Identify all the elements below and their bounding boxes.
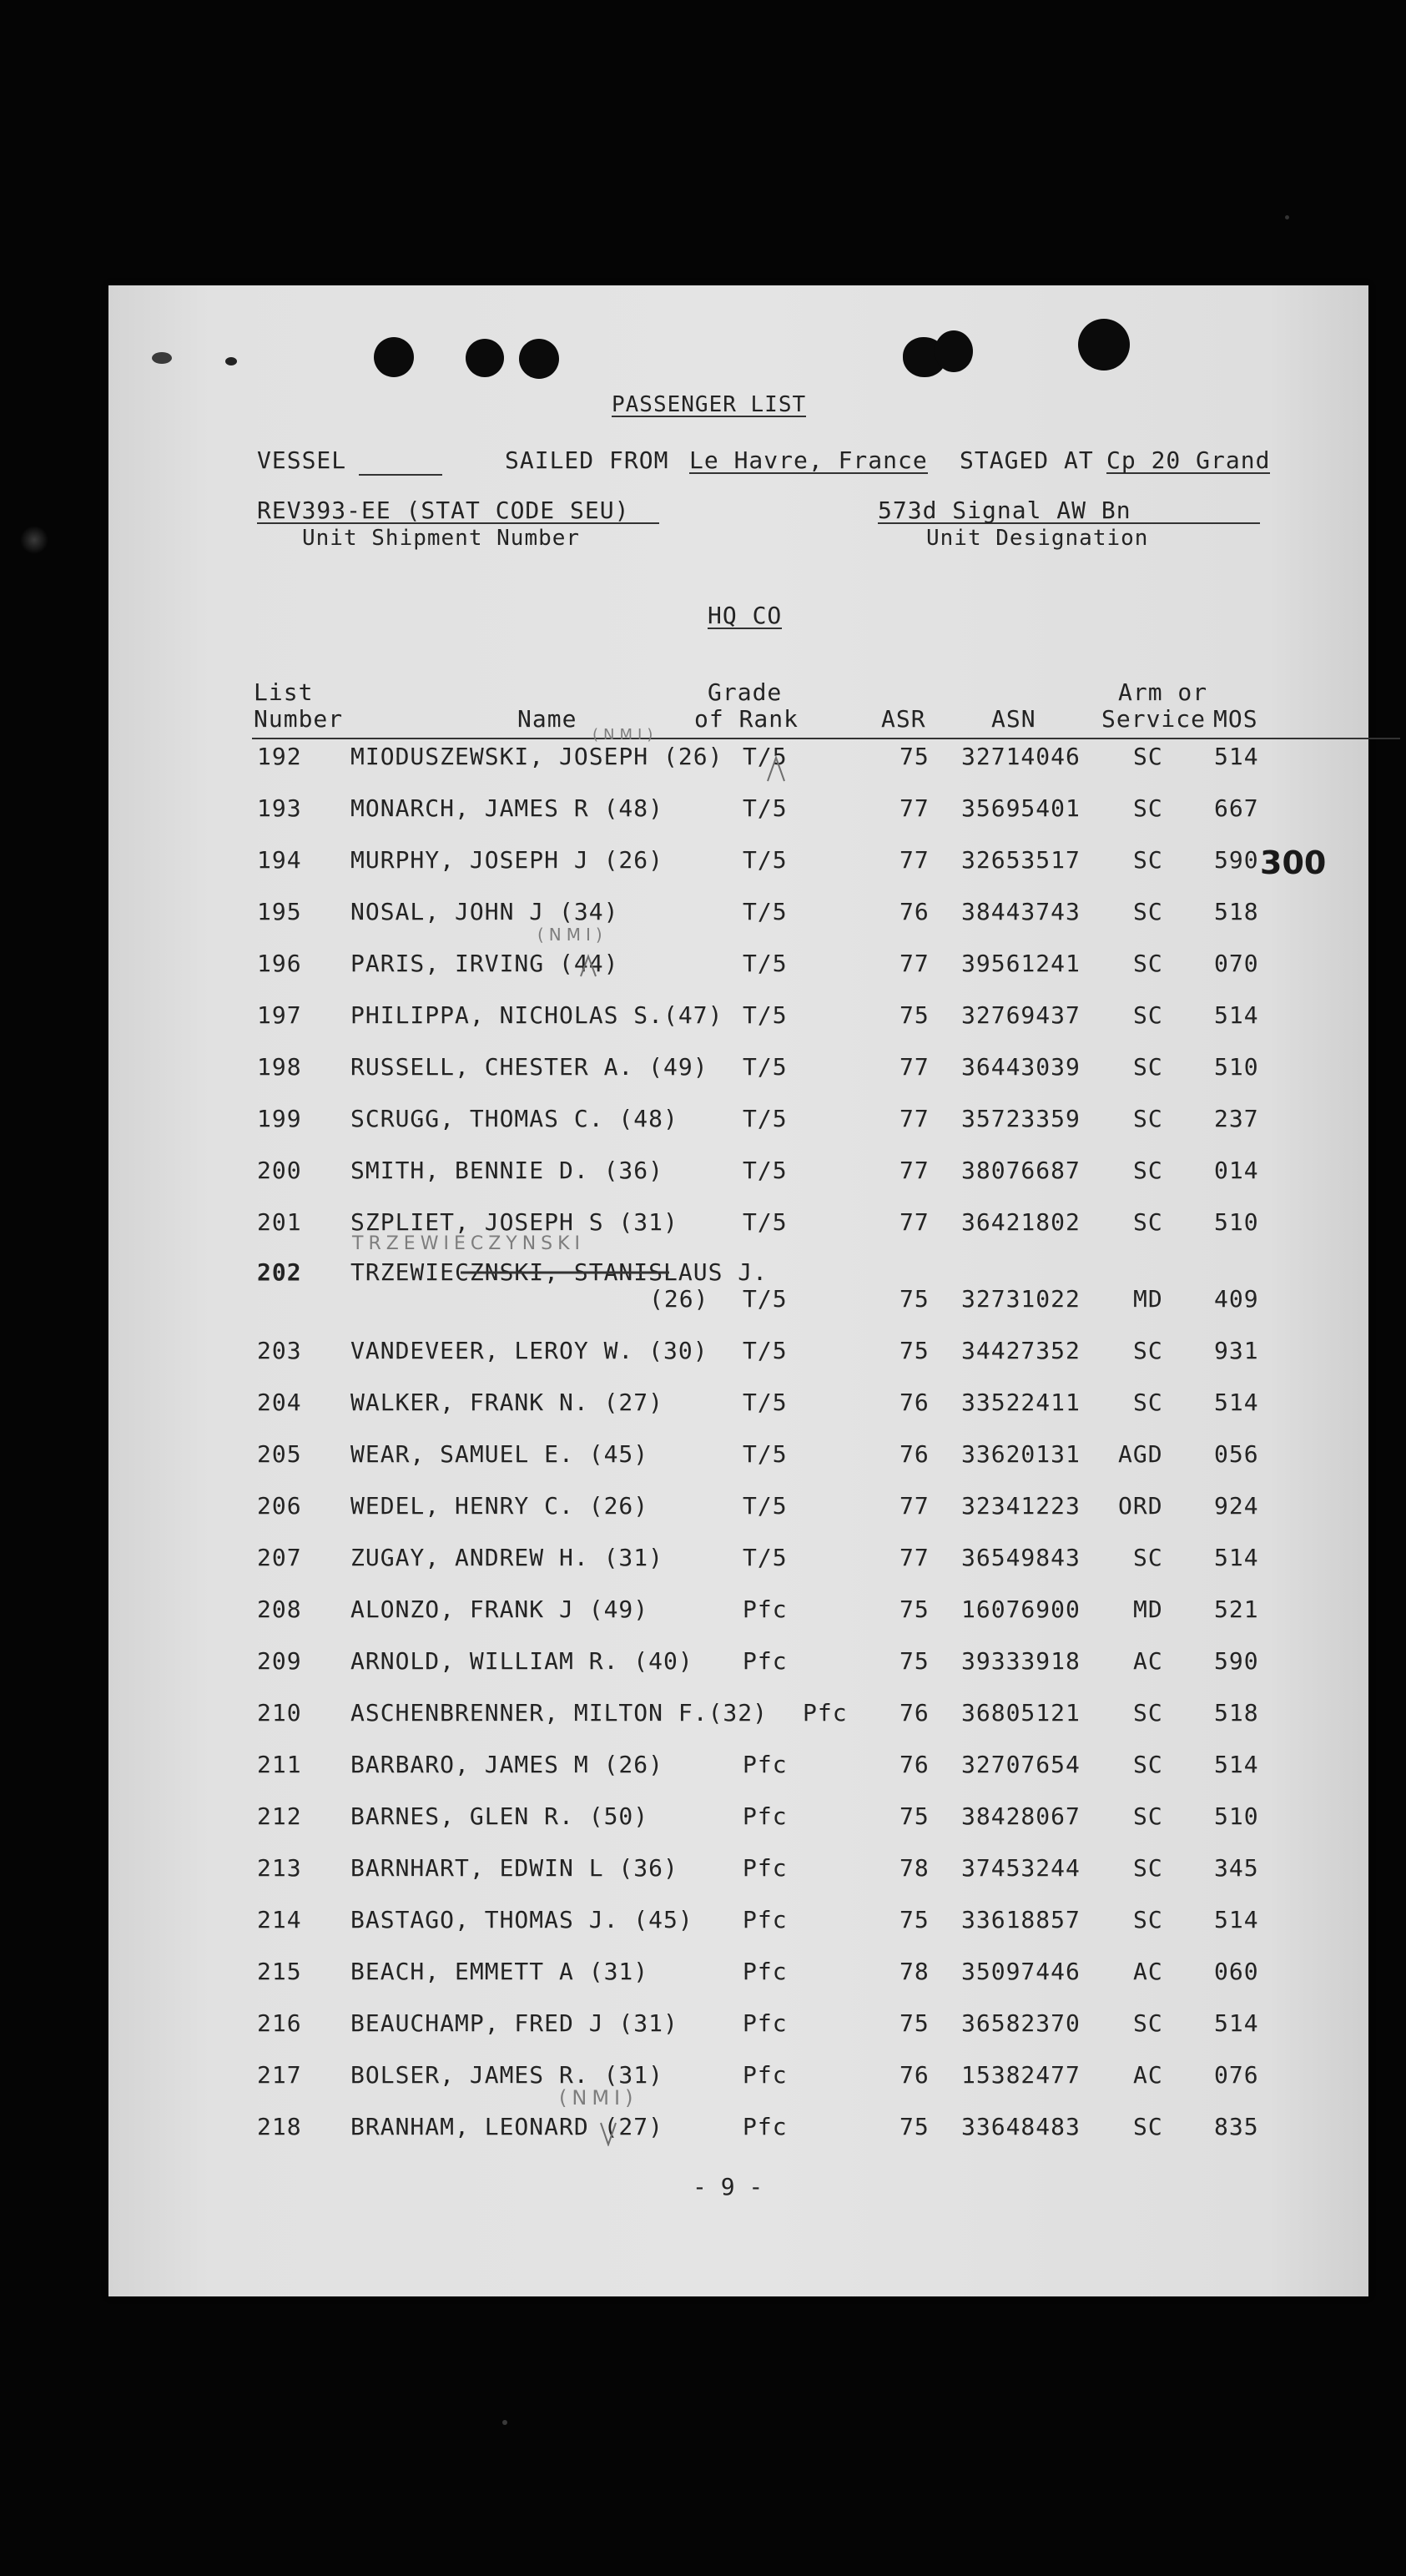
list-number: 216 (257, 2009, 302, 2037)
asn: 35695401 (961, 794, 1081, 822)
arm-service: SC (1133, 1699, 1163, 1727)
asr: 75 (900, 1596, 930, 1623)
col-arm-1: Arm or (1118, 678, 1208, 706)
asr: 75 (900, 743, 930, 770)
list-number: 212 (257, 1802, 302, 1830)
passenger-name: VANDEVEER, LEROY W. (30) (350, 1337, 708, 1364)
mos: 510 (1214, 1053, 1259, 1081)
vessel-label: VESSEL (257, 446, 347, 474)
mos: 510 (1214, 1208, 1259, 1236)
mos: 514 (1214, 1906, 1259, 1933)
punch-hole (466, 339, 504, 377)
arm-service: SC (1133, 1001, 1163, 1029)
arm-service: SC (1133, 1854, 1163, 1882)
col-mos: MOS (1213, 705, 1258, 733)
passenger-name: SMITH, BENNIE D. (36) (350, 1157, 664, 1184)
asn: 15382477 (961, 2061, 1081, 2089)
grade: Pfc (743, 1906, 788, 1933)
arm-service: SC (1133, 743, 1163, 770)
col-list-number-1: List (254, 678, 314, 706)
grade: T/5 (743, 1492, 788, 1520)
mos: 590 (1214, 1647, 1259, 1675)
asn: 33648483 (961, 2113, 1081, 2140)
grade: Pfc (743, 1958, 788, 1985)
passenger-name: PHILIPPA, NICHOLAS S.(47) (350, 1001, 723, 1029)
grade: Pfc (743, 1854, 788, 1882)
list-number: 213 (257, 1854, 302, 1882)
passenger-name: BARBARO, JAMES M (26) (350, 1751, 664, 1778)
table-row (108, 2009, 1368, 2043)
list-number: 210 (257, 1699, 302, 1727)
passenger-name: BEACH, EMMETT A (31) (350, 1958, 649, 1985)
passenger-name: WEDEL, HENRY C. (26) (350, 1492, 649, 1520)
asr: 77 (900, 1053, 930, 1081)
asn: 37453244 (961, 1854, 1081, 1882)
asn: 36582370 (961, 2009, 1081, 2037)
strikethrough-mark (461, 1268, 669, 1277)
asr: 75 (900, 1647, 930, 1675)
table-row (108, 2113, 1368, 2146)
asr: 76 (900, 2061, 930, 2089)
passenger-name: MONARCH, JAMES R (48) (350, 794, 664, 822)
asr: 76 (900, 1440, 930, 1468)
table-row (108, 1053, 1368, 1086)
grade: T/5 (743, 846, 788, 874)
grade: T/5 (743, 1157, 788, 1184)
asn: 36549843 (961, 1544, 1081, 1571)
arm-service: SC (1133, 1105, 1163, 1132)
passenger-name: SCRUGG, THOMAS C. (48) (350, 1105, 678, 1132)
arm-service: SC (1133, 2113, 1163, 2140)
grade: T/5 (743, 794, 788, 822)
asr: 76 (900, 1699, 930, 1727)
handwritten-nmi: (NMI) (537, 925, 607, 945)
grade: T/5 (743, 950, 788, 977)
asn: 38076687 (961, 1157, 1081, 1184)
mos: 060 (1214, 1958, 1259, 1985)
passenger-name: BRANHAM, LEONARD (27) (350, 2113, 664, 2140)
asn: 36805121 (961, 1699, 1081, 1727)
asn: 36421802 (961, 1208, 1081, 1236)
asn: 33522411 (961, 1389, 1081, 1416)
asn: 39333918 (961, 1647, 1081, 1675)
passenger-name: TRZEWIECZNSKI, STANISLAUS J. (350, 1258, 769, 1286)
mos: 514 (1214, 1751, 1259, 1778)
list-number: 207 (257, 1544, 302, 1571)
asr: 76 (900, 1389, 930, 1416)
mos: 014 (1214, 1157, 1259, 1184)
asr: 76 (900, 898, 930, 925)
list-number: 211 (257, 1751, 302, 1778)
mos: 514 (1214, 2009, 1259, 2037)
passenger-name: PARIS, IRVING (44) (350, 950, 619, 977)
table-row (108, 1647, 1368, 1681)
asr: 75 (900, 1285, 930, 1313)
mos: 514 (1214, 743, 1259, 770)
asr: 76 (900, 1751, 930, 1778)
table-row (108, 1157, 1368, 1190)
scan-speck (502, 2420, 507, 2425)
table-row (108, 1105, 1368, 1138)
mos: 518 (1214, 1699, 1259, 1727)
table-row (108, 743, 1368, 776)
passenger-name: BEAUCHAMP, FRED J (31) (350, 2009, 678, 2037)
table-row (108, 1544, 1368, 1577)
list-number: 201 (257, 1208, 302, 1236)
passenger-name: ASCHENBRENNER, MILTON F.(32) (350, 1699, 769, 1727)
caret-mark-icon (766, 754, 786, 783)
mos: 510 (1214, 1802, 1259, 1830)
mos: 514 (1214, 1001, 1259, 1029)
asn: 32769437 (961, 1001, 1081, 1029)
asn: 35097446 (961, 1958, 1081, 1985)
grade: Pfc (803, 1699, 848, 1727)
punch-hole (1078, 319, 1130, 371)
grade: Pfc (743, 1596, 788, 1623)
col-grade-1: Grade (708, 678, 783, 706)
asn: 33618857 (961, 1906, 1081, 1933)
asr: 75 (900, 1337, 930, 1364)
col-asn: ASN (991, 705, 1036, 733)
asr: 77 (900, 1105, 930, 1132)
mos: 345 (1214, 1854, 1259, 1882)
asr: 77 (900, 1544, 930, 1571)
table-row (108, 794, 1368, 828)
asn: 34427352 (961, 1337, 1081, 1364)
arm-service: SC (1133, 1802, 1163, 1830)
passenger-name: WEAR, SAMUEL E. (45) (350, 1440, 649, 1468)
stamp-number: 300 (1260, 844, 1327, 881)
grade: T/5 (743, 1285, 788, 1313)
list-number: 193 (257, 794, 302, 822)
table-row (108, 846, 1368, 880)
grade: Pfc (743, 2009, 788, 2037)
passenger-name: BARNES, GLEN R. (50) (350, 1802, 649, 1830)
table-row (108, 950, 1368, 983)
asr: 78 (900, 1958, 930, 1985)
mos: 931 (1214, 1337, 1259, 1364)
col-asr: ASR (881, 705, 926, 733)
arm-service: ORD (1118, 1492, 1163, 1520)
asr: 77 (900, 846, 930, 874)
table-row (108, 1906, 1368, 1939)
mos: 070 (1214, 950, 1259, 977)
asn: 32653517 (961, 846, 1081, 874)
arm-service: SC (1133, 1389, 1163, 1416)
list-number: 196 (257, 950, 302, 977)
arm-service: SC (1133, 1751, 1163, 1778)
col-name: Name (517, 705, 577, 733)
grade: Pfc (743, 1751, 788, 1778)
passenger-name: BASTAGO, THOMAS J. (45) (350, 1906, 693, 1933)
passenger-name: BARNHART, EDWIN L (36) (350, 1854, 678, 1882)
sailed-from-label: SAILED FROM (505, 446, 669, 474)
table-row (108, 1389, 1368, 1422)
arm-service: AC (1133, 1647, 1163, 1675)
arm-service: AGD (1118, 1440, 1163, 1468)
arm-service: MD (1133, 1285, 1163, 1313)
passenger-name: ARNOLD, WILLIAM R. (40) (350, 1647, 693, 1675)
unit-designation: 573d Signal AW Bn (878, 499, 1260, 524)
vessel-field (359, 449, 442, 476)
arm-service: SC (1133, 898, 1163, 925)
list-number: 200 (257, 1157, 302, 1184)
asr: 75 (900, 2113, 930, 2140)
passenger-name: BOLSER, JAMES R. (31) (350, 2061, 664, 2089)
list-number: 202 (257, 1258, 302, 1286)
mos: 518 (1214, 898, 1259, 925)
col-list-number-2: Number (254, 705, 344, 733)
punch-hole (225, 357, 237, 365)
arm-service: SC (1133, 1906, 1163, 1933)
table-row (108, 1258, 1368, 1318)
grade: T/5 (743, 1001, 788, 1029)
mos: 076 (1214, 2061, 1259, 2089)
document-title: PASSENGER LIST (612, 392, 807, 417)
mos: 590 (1214, 846, 1259, 874)
grade: T/5 (743, 1105, 788, 1132)
asr: 78 (900, 1854, 930, 1882)
list-number: 197 (257, 1001, 302, 1029)
arm-service: AC (1133, 1958, 1163, 1985)
table-row (108, 1958, 1368, 1991)
passenger-name: RUSSELL, CHESTER A. (49) (350, 1053, 708, 1081)
staged-at-label: STAGED AT (960, 446, 1094, 474)
grade: Pfc (743, 2113, 788, 2140)
caret-mark-icon (599, 2118, 617, 2146)
handwritten-correction: TRZEWIECZYNSKI (352, 1233, 586, 1254)
grade: Pfc (743, 2061, 788, 2089)
asr: 75 (900, 1802, 930, 1830)
table-row (108, 1596, 1368, 1629)
mos: 835 (1214, 2113, 1259, 2140)
list-number: 218 (257, 2113, 302, 2140)
mos: 924 (1214, 1492, 1259, 1520)
list-number: 205 (257, 1440, 302, 1468)
arm-service: MD (1133, 1596, 1163, 1623)
asr: 77 (900, 794, 930, 822)
list-number: 208 (257, 1596, 302, 1623)
asr: 75 (900, 1906, 930, 1933)
list-number: 195 (257, 898, 302, 925)
table-row (108, 1751, 1368, 1784)
col-arm-2: Service (1101, 705, 1207, 733)
list-number: 203 (257, 1337, 302, 1364)
table-row (108, 1699, 1368, 1732)
mos: 514 (1214, 1389, 1259, 1416)
asn: 32714046 (961, 743, 1081, 770)
table-row (108, 1802, 1368, 1836)
shipment-caption: Unit Shipment Number (302, 526, 581, 551)
passenger-name: SZPLIET, JOSEPH S (31) (350, 1208, 678, 1236)
sailed-from-field: Le Havre, France (689, 446, 928, 474)
mos: 521 (1214, 1596, 1259, 1623)
asn: 16076900 (961, 1596, 1081, 1623)
asr: 77 (900, 1492, 930, 1520)
handwritten-nmi: (NMI) (592, 726, 658, 744)
grade: T/5 (743, 743, 788, 770)
arm-service: SC (1133, 1337, 1163, 1364)
asn: 33620131 (961, 1440, 1081, 1468)
list-number: 206 (257, 1492, 302, 1520)
mos: 056 (1214, 1440, 1259, 1468)
grade: T/5 (743, 1053, 788, 1081)
arm-service: SC (1133, 794, 1163, 822)
passenger-name: MIODUSZEWSKI, JOSEPH (26) (350, 743, 723, 770)
staged-at-field: Cp 20 Grand (1106, 446, 1271, 474)
grade: T/5 (743, 1544, 788, 1571)
asn: 32731022 (961, 1285, 1081, 1313)
document-page (108, 285, 1368, 2296)
asr: 75 (900, 2009, 930, 2037)
grade: Pfc (743, 1802, 788, 1830)
asn: 32341223 (961, 1492, 1081, 1520)
grade: T/5 (743, 1337, 788, 1364)
asr: 75 (900, 1001, 930, 1029)
mos: 667 (1214, 794, 1259, 822)
passenger-name: ALONZO, FRANK J (49) (350, 1596, 649, 1623)
table-row (108, 2061, 1368, 2095)
scan-speck (1285, 215, 1289, 219)
table-row (108, 1001, 1368, 1035)
passenger-name: NOSAL, JOHN J (34) (350, 898, 619, 925)
arm-service: SC (1133, 1053, 1163, 1081)
unit-caption: Unit Designation (926, 526, 1149, 551)
arm-service: SC (1133, 1544, 1163, 1571)
grade: T/5 (743, 1389, 788, 1416)
page-number: - 9 - (693, 2173, 763, 2200)
caret-mark-icon (579, 953, 597, 978)
company-heading: HQ CO (708, 602, 783, 629)
table-row (108, 1208, 1368, 1242)
list-number: 214 (257, 1906, 302, 1933)
arm-service: SC (1133, 2009, 1163, 2037)
grade: Pfc (743, 1647, 788, 1675)
table-row (108, 1337, 1368, 1370)
table-row (108, 898, 1368, 931)
grade: T/5 (743, 1208, 788, 1236)
list-number: 199 (257, 1105, 302, 1132)
list-number: 204 (257, 1389, 302, 1416)
list-number: 209 (257, 1647, 302, 1675)
table-row (108, 1854, 1368, 1888)
arm-service: AC (1133, 2061, 1163, 2089)
list-number: 198 (257, 1053, 302, 1081)
arm-service: SC (1133, 950, 1163, 977)
asn: 39561241 (961, 950, 1081, 977)
shipment-number: REV393-EE (STAT CODE SEU) (257, 499, 659, 524)
asn: 35723359 (961, 1105, 1081, 1132)
list-number: 194 (257, 846, 302, 874)
asn: 32707654 (961, 1751, 1081, 1778)
grade: T/5 (743, 898, 788, 925)
punch-hole (519, 339, 559, 379)
passenger-name: ZUGAY, ANDREW H. (31) (350, 1544, 664, 1571)
punch-hole (374, 337, 414, 377)
table-row (108, 1440, 1368, 1474)
asn: 38428067 (961, 1802, 1081, 1830)
punch-hole (152, 352, 172, 364)
arm-service: SC (1133, 1157, 1163, 1184)
punch-hole (935, 330, 973, 372)
scan-speck (20, 526, 48, 554)
asr: 77 (900, 950, 930, 977)
arm-service: SC (1133, 846, 1163, 874)
list-number: 215 (257, 1958, 302, 1985)
mos: 514 (1214, 1544, 1259, 1571)
asr: 77 (900, 1208, 930, 1236)
passenger-age: (26) (649, 1285, 709, 1313)
handwritten-nmi: (NMI) (559, 2086, 638, 2110)
grade: T/5 (743, 1440, 788, 1468)
passenger-name: WALKER, FRANK N. (27) (350, 1389, 664, 1416)
asn: 38443743 (961, 898, 1081, 925)
mos: 237 (1214, 1105, 1259, 1132)
col-grade-2: of Rank (694, 705, 799, 733)
asn: 36443039 (961, 1053, 1081, 1081)
arm-service: SC (1133, 1208, 1163, 1236)
list-number: 217 (257, 2061, 302, 2089)
asr: 77 (900, 1157, 930, 1184)
passenger-name: MURPHY, JOSEPH J (26) (350, 846, 664, 874)
list-number: 192 (257, 743, 302, 770)
mos: 409 (1214, 1285, 1259, 1313)
table-row (108, 1492, 1368, 1525)
